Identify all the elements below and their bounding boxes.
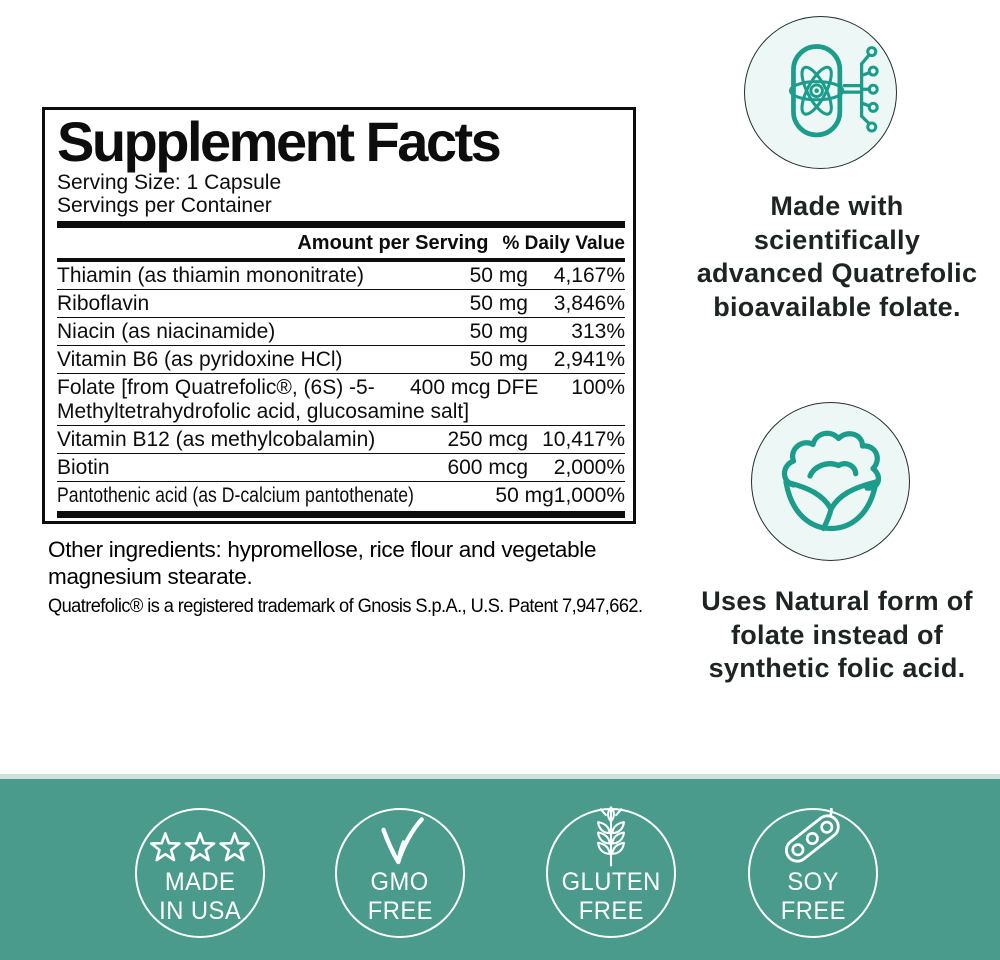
- claim-icon-circle: [751, 402, 910, 561]
- badge-label: GMO: [370, 868, 430, 896]
- stars-icon: [148, 810, 252, 868]
- table-row-folate: [57, 374, 625, 426]
- nutrient-name: Thiamin (as thiamin mononitrate): [57, 263, 364, 287]
- nutrient-amount: 600 mcg: [447, 455, 528, 479]
- badge-label: FREE: [578, 897, 644, 925]
- capsule-technology-icon: [763, 32, 879, 153]
- panel-title: Supplement Facts: [57, 110, 500, 173]
- nutrient-daily-value: 1,000%: [553, 483, 625, 507]
- nutrient-name: Niacin (as niacinamide): [57, 319, 276, 343]
- nutrient-amount: 50 mg: [469, 319, 528, 343]
- nutrient-name: Vitamin B12 (as methylcobalamin): [57, 427, 376, 451]
- badge-label: FREE: [367, 897, 433, 925]
- nutrient-daily-value: 2,941%: [553, 347, 625, 371]
- nutrient-amount: 250 mcg: [447, 427, 528, 451]
- soybean-icon: [778, 810, 848, 868]
- nutrient-amount: 50 mg: [495, 483, 554, 507]
- nutrient-table: [57, 262, 625, 509]
- badge-label: SOY: [787, 868, 839, 896]
- other-ingredients-text: Other ingredients: hypromellose, rice flour and vegetable magnesium stearate.: [48, 537, 597, 589]
- nutrient-daily-value: 4,167%: [553, 263, 625, 287]
- badge-band: [0, 774, 1000, 960]
- nutrient-daily-value: 100%: [571, 375, 625, 399]
- nutrient-name: Biotin: [57, 455, 110, 479]
- table-row: [57, 426, 625, 454]
- claim-text: Uses Natural form of folate instead of synthetic folic acid.: [701, 586, 973, 683]
- nutrient-amount: 50 mg: [469, 291, 528, 315]
- table-row: [57, 454, 625, 482]
- table-row: [57, 318, 625, 346]
- nutrient-daily-value: 10,417%: [542, 427, 625, 451]
- daily-value-column-header: % Daily Value: [502, 233, 625, 255]
- supplement-facts-panel: [42, 107, 636, 524]
- nutrient-name: Pantothenic acid (as D-calcium pantothenate): [57, 483, 414, 507]
- servings-per-container: Servings per Container: [57, 193, 272, 217]
- table-row: [57, 290, 625, 318]
- wheat-icon: [588, 810, 634, 868]
- badge-label: FREE: [780, 897, 846, 925]
- nutrient-daily-value: 2,000%: [553, 455, 625, 479]
- nutrient-name: Folate [from Quatrefolic®, (6S) -5-: [57, 375, 375, 399]
- table-row: [57, 482, 625, 509]
- column-headers: [57, 228, 625, 258]
- nutrient-daily-value: 313%: [571, 319, 625, 343]
- badge-label: MADE: [164, 868, 236, 896]
- badge-gmo-free: [335, 808, 465, 938]
- badge-gluten-free: [546, 808, 676, 938]
- nutrient-amount: 400 mcg DFE: [410, 375, 539, 399]
- nutrient-name: Riboflavin: [57, 291, 150, 315]
- trademark-note: Quatrefolic® is a registered trademark of Gnosis S.p.A., U.S. Patent 7,947,662.: [48, 596, 643, 617]
- nutrient-amount: 50 mg: [469, 263, 528, 287]
- nutrient-daily-value: 3,846%: [553, 291, 625, 315]
- table-row: [57, 346, 625, 374]
- nutrient-amount: 50 mg: [469, 347, 528, 371]
- table-row: [57, 262, 625, 290]
- checkmark-icon: [375, 810, 425, 868]
- badge-label: IN USA: [158, 897, 242, 925]
- nutrient-name-continued: Methyltetrahydrofolic acid, glucosamine salt]: [57, 399, 470, 423]
- nutrient-name: Vitamin B6 (as pyridoxine HCl): [57, 347, 343, 371]
- badge-soy-free: [748, 808, 878, 938]
- serving-size: Serving Size: 1 Capsule: [57, 171, 282, 194]
- amount-column-header: Amount per Serving: [297, 232, 489, 255]
- badge-made-in-usa: [135, 808, 265, 938]
- cabbage-icon: [771, 419, 891, 544]
- claim-icon-circle: [744, 16, 897, 169]
- claim-text: Made with scientifically advanced Quatrefolic bioavailable folate.: [696, 191, 978, 322]
- divider-thick-top: [57, 221, 625, 228]
- divider-thick-bottom: [57, 511, 625, 518]
- badge-label: GLUTEN: [561, 868, 661, 896]
